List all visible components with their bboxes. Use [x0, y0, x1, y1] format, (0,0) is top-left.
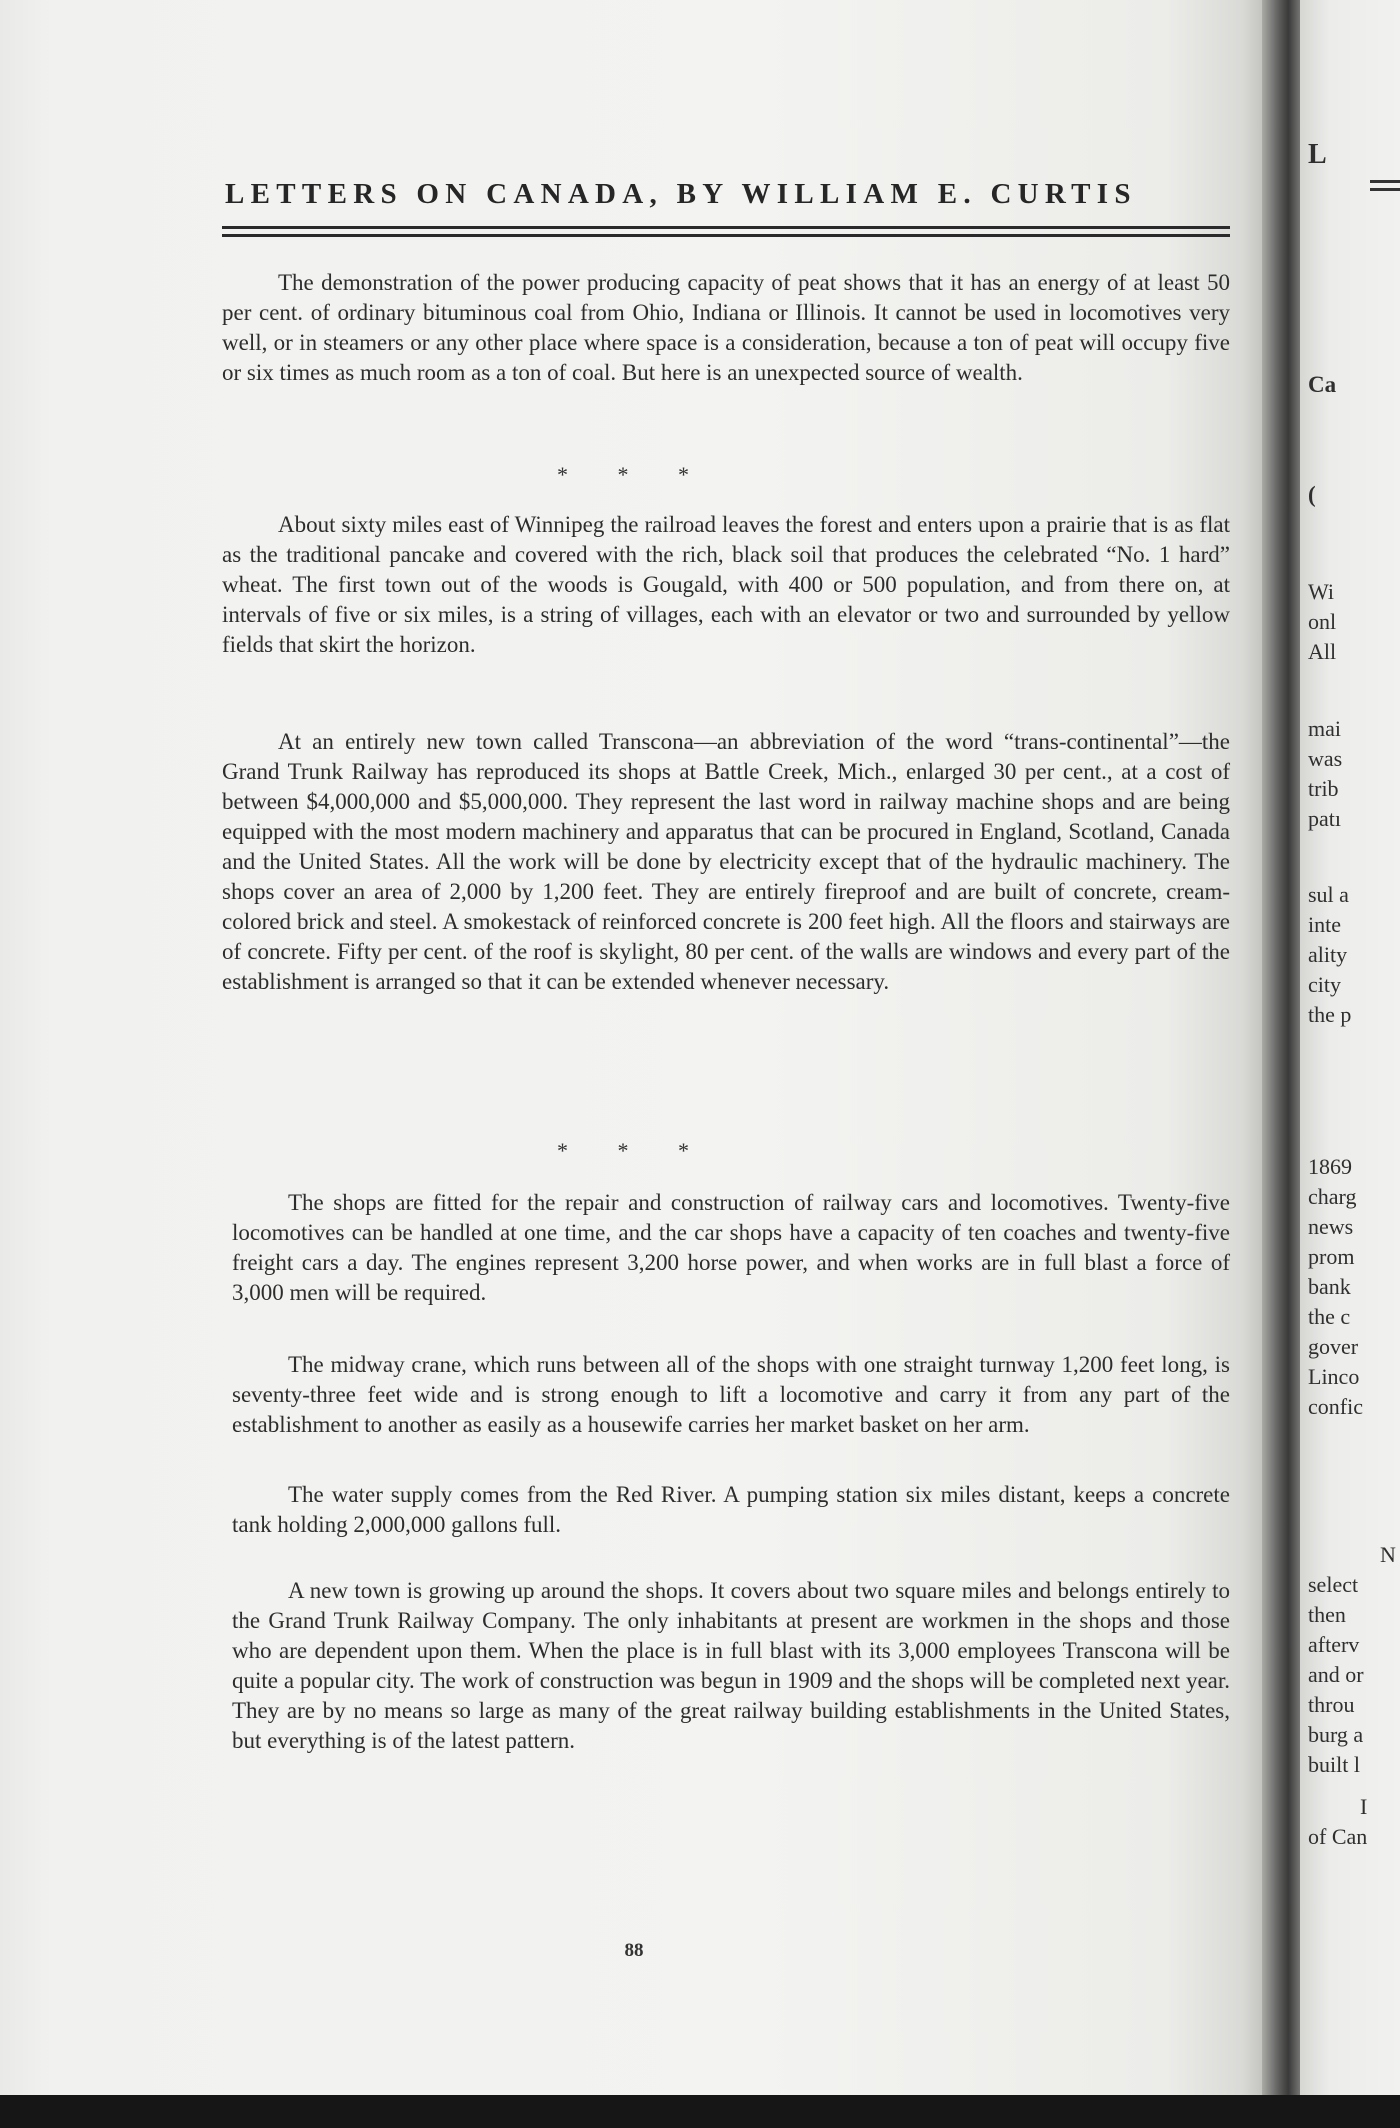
right-fragment: charg [1308, 1184, 1357, 1209]
right-fragment: ( [1308, 482, 1316, 507]
section-separator-2: * * * [557, 1138, 711, 1163]
paragraph-prairie: About sixty miles east of Winnipeg the railroad leaves the forest and enters upon a prairie that is as flat as the traditional pancake and covered with the rich, black soil that produces the celebrated “No. 1 hard” wheat. The first town out of the woods is Gougald, with 400 or 500 population, and from there on, at intervals of five or six miles, is a string of villages, each with an elevator or two and surrounded by yellow fields that skirt the horizon. [222, 512, 1230, 657]
right-fragment: news [1308, 1214, 1354, 1239]
right-fragment: onl [1308, 609, 1337, 634]
paragraph-water: The water supply comes from the Red River. A pumping station six miles distant, keeps a concrete tank holding 2,000,000 gallons full. [232, 1482, 1230, 1537]
right-fragment: patı [1308, 806, 1341, 831]
right-fragment: then [1308, 1602, 1346, 1627]
section-separator-1: * * * [557, 462, 711, 487]
right-fragment: prom [1308, 1244, 1355, 1269]
right-fragment: mai [1308, 716, 1341, 741]
right-fragment: ality [1308, 942, 1348, 967]
right-fragment: burg a [1308, 1722, 1364, 1747]
right-fragment: throu [1308, 1692, 1355, 1717]
right-fragment: built l [1308, 1752, 1360, 1777]
paragraph-peat: The demonstration of the power producing capacity of peat shows that it has an energy of at least 50 per cent. of ordinary bituminous coal from Ohio, Indiana or Illinois. It cannot be used in locomotives very well, or in steamers or any other place where space is a consideration, because a ton of peat will occupy five or six times as much room as a ton of coal. But here is an unexpected source of wealth. [222, 270, 1230, 385]
right-fragment: was [1308, 746, 1343, 771]
paragraph-new-town: A new town is growing up around the shops. It covers about two square miles and belongs entirely to the Grand Trunk Railway Company. The only inhabitants at present are workmen in the shops and those who are dependent upon them. When the place is in full blast with its 3,000 employees Transcona will be quite a popular city. The work of construction was begun in 1909 and the shops will be completed next year. They are by no means so large as many of the great railway building establishments in the United States, but everything is of the latest pattern. [232, 1578, 1230, 1753]
right-header-rule-bottom [1370, 188, 1400, 191]
right-fragment: I [1360, 1794, 1368, 1819]
right-fragment: the p [1308, 1002, 1352, 1027]
scan-bottom-edge [0, 2095, 1400, 2128]
right-fragment: afterv [1308, 1632, 1360, 1657]
right-fragment: and or [1308, 1662, 1364, 1687]
right-header-rule-top [1370, 180, 1400, 183]
running-header: LETTERS ON CANADA, BY WILLIAM E. CURTIS [225, 178, 1137, 210]
header-rule-top [222, 226, 1230, 229]
right-header-fragment: L [1308, 139, 1327, 170]
right-fragment: Wi [1308, 579, 1334, 604]
page-number: 88 [624, 1940, 644, 1961]
right-fragment: sul a [1308, 882, 1349, 907]
right-fragment: of Can [1308, 1824, 1368, 1849]
header-rule-bottom [222, 234, 1230, 237]
right-fragment: Ca [1308, 372, 1337, 397]
right-fragment: Linco [1308, 1364, 1360, 1389]
paragraph-crane: The midway crane, which runs between all of the shops with one straight turnway 1,200 feet long, is seventy-three feet wide and is strong enough to lift a locomotive and carry it from any part of the establishment to another as easily as a housewife carries her market basket on her arm. [232, 1352, 1230, 1437]
paragraph-shops: The shops are fitted for the repair and construction of railway cars and locomotives. Twenty-five locomotives can be handled at one time, and the car shops have a capacity of ten coaches and twenty-five freight cars a day. The engines represent 3,200 horse power, and when works are in full blast a force of 3,000 men will be required. [232, 1190, 1230, 1305]
right-fragment: inte [1308, 912, 1341, 937]
right-fragment: the c [1308, 1304, 1351, 1329]
right-fragment: 1869 [1308, 1154, 1352, 1179]
right-fragment: N [1380, 1542, 1396, 1567]
right-fragment: trib [1308, 776, 1339, 801]
paragraph-transcona: At an entirely new town called Transcona—an abbreviation of the word “trans-continental”—the Grand Trunk Railway has reproduced its shops at Battle Creek, Mich., enlarged 30 per cent., at a cost of between $4,000,000 and $5,000,000. They represent the last word in railway machine shops and are being equipped with the most modern machinery and apparatus that can be procured in England, Scotland, Canada and the United States. All the work will be done by electricity except that of the hydraulic machinery. The shops cover an area of 2,000 by 1,200 feet. They are entirely fireproof and are built of concrete, cream-colored brick and steel. A smokestack of reinforced concrete is 200 feet high. All the floors and stairways are of concrete. Fifty per cent. of the roof is skylight, 80 per cent. of the walls are windows and every part of the establishment is arranged so that it can be extended whenever necessary. [222, 729, 1230, 994]
right-page-partial [1300, 0, 1400, 2095]
right-fragment: gover [1308, 1334, 1359, 1359]
right-fragment: All [1308, 639, 1337, 664]
right-fragment: select [1308, 1572, 1359, 1597]
right-fragment: bank [1308, 1274, 1351, 1299]
right-fragment: city [1308, 972, 1341, 997]
right-fragment: confic [1308, 1394, 1363, 1419]
